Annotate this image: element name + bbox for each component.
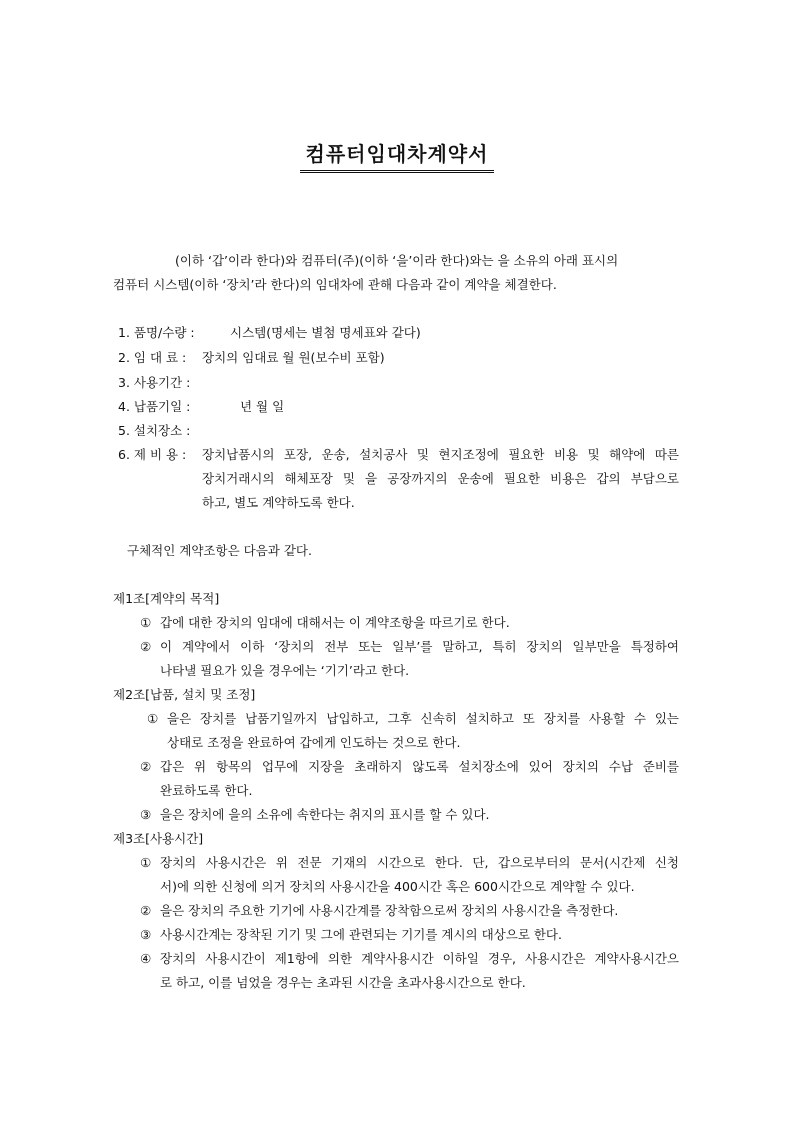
item-label-5: 5. 설치장소 : <box>118 423 191 438</box>
clause-text: 사용시간계는 장착된 기기 및 그에 관련되는 기기를 계시의 대상으로 한다. <box>160 927 562 942</box>
item-value-1: 시스템(명세는 별첨 명세표와 같다) <box>230 325 421 340</box>
item-value-6: 장치납품시의 포장, 운송, 설치공사 및 현지조정에 필요한 비용 및 해약에 따른 <box>202 447 679 462</box>
article-heading-1: 제1조[계약의 목적] <box>113 591 220 606</box>
clause-number: ① <box>147 711 159 726</box>
clause-text: 갑은 위 항목의 업무에 지장을 초래하지 않도록 설치장소에 있어 장치의 수납 준비를 <box>160 759 679 774</box>
clause-number: ② <box>140 639 152 654</box>
clause-number: ③ <box>140 927 152 942</box>
preamble-line-2: 컴퓨터 시스템(이하 ‘장치’라 한다)의 임대차에 관해 다음과 같이 계약을 체결한다. <box>113 277 557 292</box>
clause-number: ④ <box>140 951 152 966</box>
item-label-4: 4. 납품기일 : <box>118 399 191 414</box>
page-title: 컴퓨터임대차계약서 <box>300 138 495 173</box>
title-wrap <box>0 138 794 173</box>
clause-text: 이 계약에서 이하 ‘장치의 전부 또는 일부’를 말하고, 특히 장치의 일부만을 특정하여 <box>160 639 679 654</box>
clause-text: 장치의 사용시간이 제1항에 의한 계약사용시간 이하일 경우, 사용시간은 계약사용시간으 <box>160 951 679 966</box>
clause-number: ② <box>140 759 152 774</box>
item-label-2: 2. 임 대 료 : <box>118 350 187 365</box>
clause-number: ① <box>140 615 152 630</box>
clause-number: ③ <box>140 807 152 822</box>
clause-text: 장치의 사용시간은 위 전문 기재의 시간으로 한다. 단, 갑으로부터의 문서(시간제 신청 <box>160 855 679 870</box>
clause-number: ② <box>140 903 152 918</box>
clauses-intro: 구체적인 계약조항은 다음과 같다. <box>127 543 312 558</box>
item-value-6-cont-1: 장치거래시의 해체포장 및 을 공장까지의 운송에 필요한 비용은 갑의 부담으로 <box>202 471 679 486</box>
clause-text: 을은 장치의 주요한 기기에 사용시간계를 장착함으로써 장치의 사용시간을 측정한다. <box>160 903 619 918</box>
item-value-6-cont-2: 하고, 별도 계약하도록 한다. <box>202 495 355 510</box>
item-value-2: 장치의 임대료 월 원(보수비 포함) <box>202 350 385 365</box>
clause-number: ① <box>140 855 152 870</box>
preamble-line-1: (이하 ‘갑’이라 한다)와 컴퓨터(주)(이하 ‘을’이라 한다)와는 을 소유의 아래 표시의 <box>175 253 619 268</box>
clause-text-cont: 상태로 조정을 완료하여 갑에게 인도하는 것으로 한다. <box>167 735 461 750</box>
clause-text: 을은 장치를 납품기일까지 납입하고, 그후 신속히 설치하고 또 장치를 사용할 수 있는 <box>167 711 679 726</box>
clause-text-cont: 나타낼 필요가 있을 경우에는 ‘기기’라고 한다. <box>160 663 410 678</box>
article-heading-3: 제3조[사용시간] <box>113 831 204 846</box>
item-label-6: 6. 제 비 용 : <box>118 447 187 462</box>
item-label-3: 3. 사용기간 : <box>118 375 191 390</box>
clause-text: 을은 장치에 을의 소유에 속한다는 취지의 표시를 할 수 있다. <box>160 807 490 822</box>
item-label-1: 1. 품명/수량 : <box>118 325 195 340</box>
item-value-4: 년 월 일 <box>240 399 285 414</box>
article-heading-2: 제2조[납품, 설치 및 조정] <box>113 687 256 702</box>
clause-text-cont: 로 하고, 이를 넘었을 경우는 초과된 시간을 초과사용시간으로 한다. <box>160 975 526 990</box>
clause-text: 갑에 대한 장치의 임대에 대해서는 이 계약조항을 따르기로 한다. <box>160 615 510 630</box>
clause-text-cont: 완료하도록 한다. <box>160 783 253 798</box>
clause-text-cont: 서)에 의한 신청에 의거 장치의 사용시간을 400시간 혹은 600시간으로 계약할 수 있다. <box>160 879 635 894</box>
